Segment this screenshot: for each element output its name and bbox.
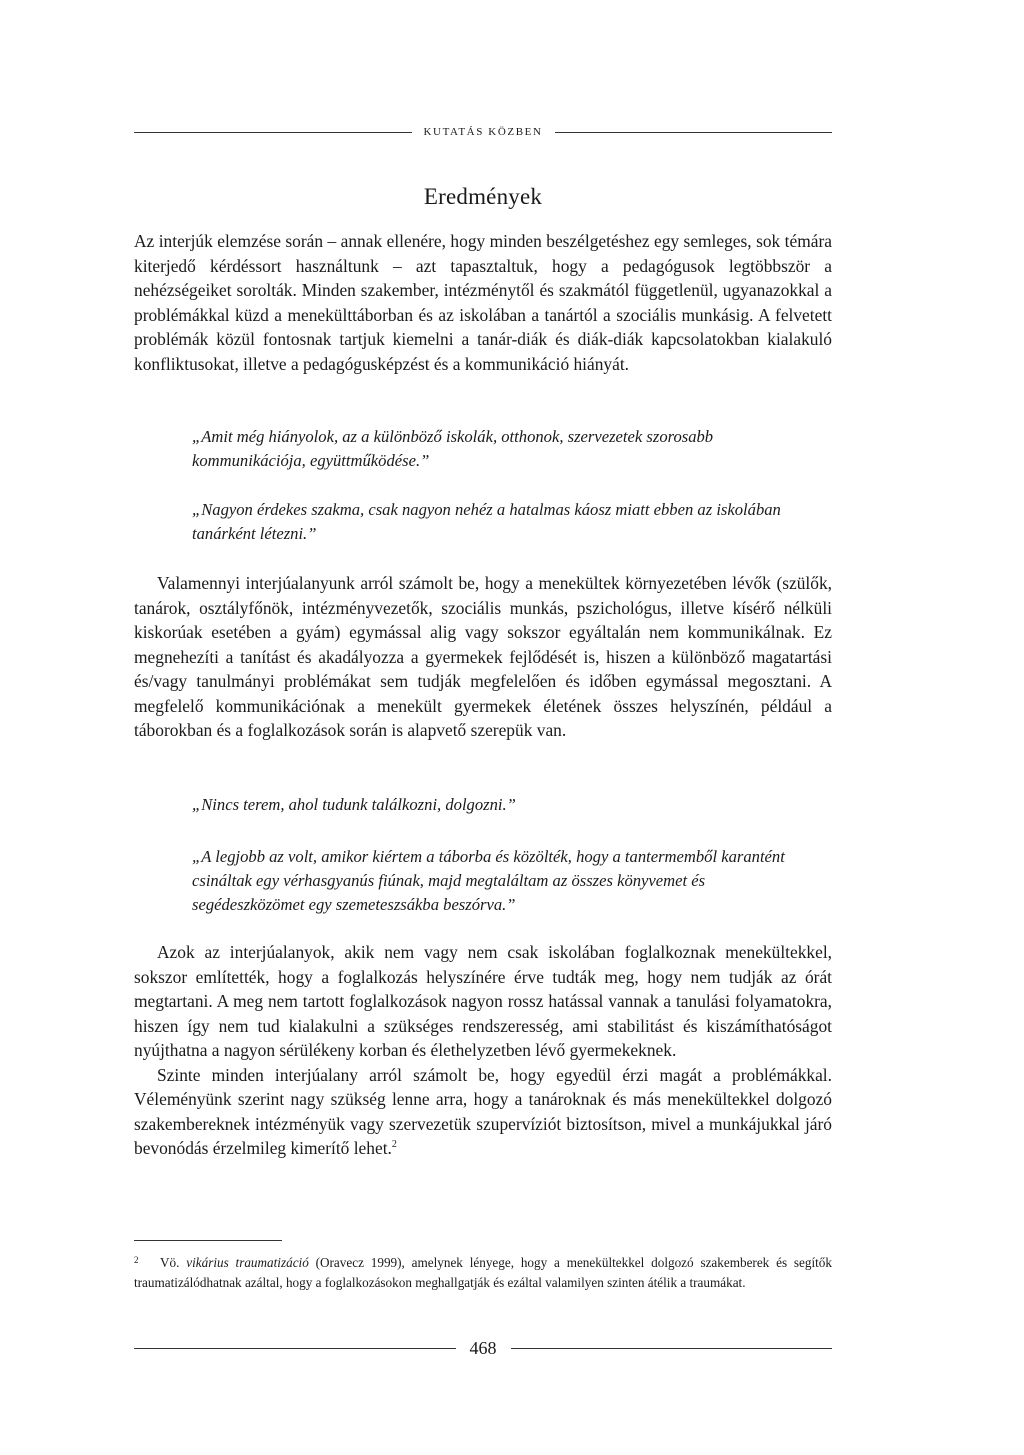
running-head-label: KUTATÁS KÖZBEN (423, 126, 543, 138)
footnote-text: , amelynek lényege, hogy a menekültekkel dolgozó szakemberek és segítők traumatizálódhatnak azáltal, hogy a foglalkozásokon meghallgatják és ezáltal valamilyen szinten átélik a traumákat. (134, 1255, 832, 1290)
footnote (134, 1250, 832, 1293)
interview-quote-4: „A legjobb az volt, amikor kiértem a táborba és közölték, hogy a tantermemből karantént csináltak egy vérhasgyanús fiúnak, majd megtaláltam az összes könyvemet és segédeszközömet egy szemeteszsákba beszórva.” (192, 847, 785, 914)
body-paragraph-2 (134, 571, 832, 743)
paragraph-text: Az interjúk elemzése során – annak ellenére, hogy minden beszélgetéshez egy semleges, sok témára kiterjedő kérdéssort használtunk – azt tapasztaltuk, hogy a pedagógusok legtöbbször a nehézségeiket sorolták. Minden szakember, intézménytől és szakmától függetlenül, ugyanazokkal a problémákkal küzd a menekülttáborban és az iskolában a tanártól a szociális munkásig. A felvetett problémák közül fontosnak tartjuk kiemelni a tanár-diák és diák-diák kapcsolatokban kialakuló konfliktusokat, illetve a pedagógusképzést és a kommunikáció hiányát. (134, 231, 832, 374)
running-head (134, 124, 832, 140)
footer-rule-right (511, 1348, 833, 1349)
paragraph-text: Valamennyi interjúalanyunk arról számolt be, hogy a menekültek környezetében lévők (szülők, tanárok, osztályfőnök, intézményvezetők, szociális munkás, pszichológus, illetve kísérő nélküli kiskorúak esetében a gyám) egymással alig vagy sokszor egyáltalán nem kommunikálnak. Ez megnehezíti a tanítást és akadályozza a gyermekek fejlődését is, hiszen a különböző magatartási és/vagy tanulmányi problémákat sem tudják megfelelően és időben egymással megosztani. A megfelelő kommunikációnak a menekült gyermekek életének összes helyszínén, például a táborokban és a foglalkozások során is alapvető szerepük van. (134, 573, 832, 740)
body-paragraph-1 (134, 229, 832, 376)
footnote-reference[interactable]: 2 (391, 1139, 397, 1150)
paragraph-text: Szinte minden interjúalany arról számolt be, hogy egyedül érzi magát a problémákkal. Véleményünk szerint nagy szükség lenne arra, hogy a tanároknak és más menekültekkel dolgozó szakembereknek intézményük vagy szervezetük szupervíziót biztosítson, mivel a munkájukkal járó bevonódás érzelmileg kimerítő lehet. (134, 1064, 832, 1158)
footnote-lead: Vö. (160, 1255, 187, 1270)
footnote-citation: (Oravecz 1999) (308, 1255, 402, 1270)
page-number: 468 (469, 1337, 497, 1358)
footnote-separator (134, 1240, 282, 1241)
section-title: Eredmények (423, 184, 543, 209)
footnote-term: vikárius traumatizáció (186, 1255, 309, 1270)
footer-rule-left (134, 1348, 456, 1349)
running-head-rule-right (555, 132, 833, 133)
footnote-number: 2 (134, 1255, 139, 1265)
paragraph-with-footnote (134, 1063, 832, 1161)
interview-quote-1: „Amit még hiányolok, az a különböző iskolák, otthonok, szervezetek szorosabb kommunikációja, együttműködése.” (192, 427, 714, 470)
page-footer (134, 1337, 832, 1359)
running-head-rule-left (134, 132, 412, 133)
body-paragraphs-3-4 (134, 940, 832, 1161)
interview-quote-2: „Nagyon érdekes szakma, csak nagyon nehéz a hatalmas káosz miatt ebben az iskolában tanárként létezni.” (192, 500, 781, 543)
interview-quote-3: „Nincs terem, ahol tudunk találkozni, dolgozni.” (192, 795, 516, 814)
paragraph-text: Azok az interjúalanyok, akik nem vagy nem csak iskolában foglalkoznak menekültekkel, sokszor említették, hogy a foglalkozás helyszínére érve tudták meg, hogy nem tudják az órát megtartani. A meg nem tartott foglalkozások nagyon rossz hatással vannak a tanulási folyamatokra, hiszen így nem tud kialakulni a szükséges rendszeresség, ami stabilitást és kiszámíthatóságot nyújthatna a nagyon sérülékeny korban és élethelyzetben lévő gyermekeknek. (134, 942, 832, 1060)
